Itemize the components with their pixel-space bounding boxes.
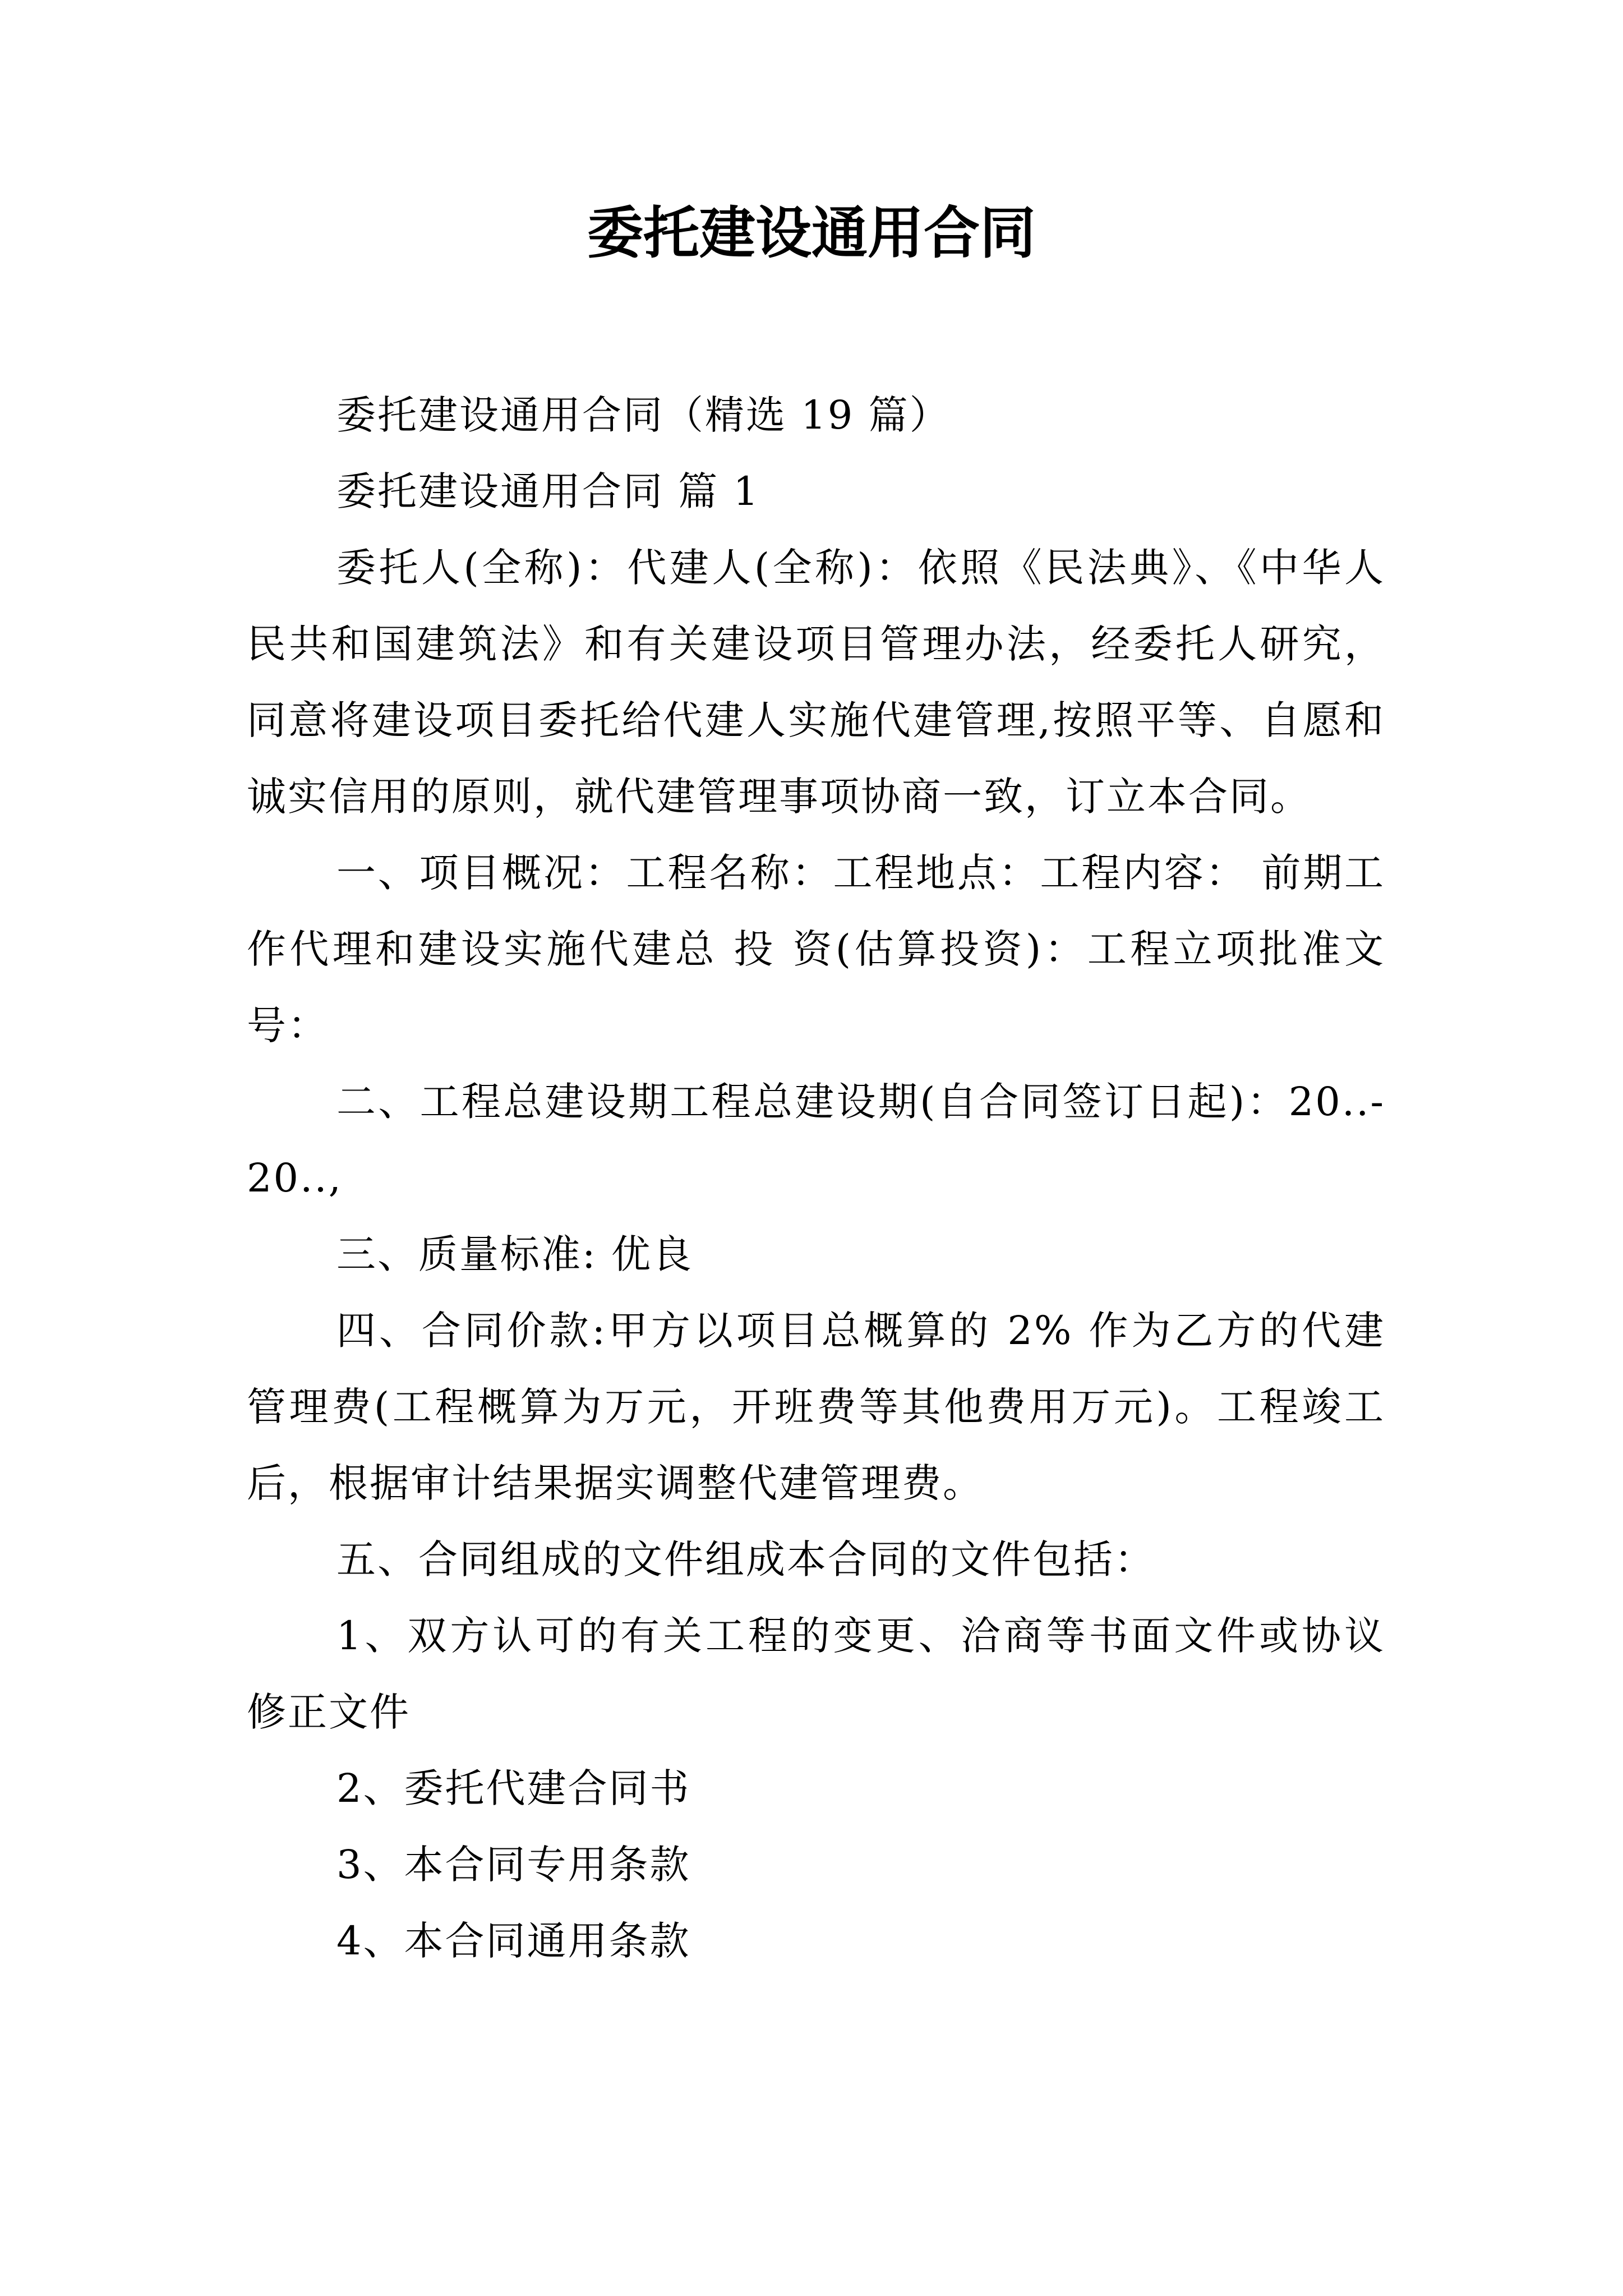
clause-contract-price: 四、合同价款:甲方以项目总概算的 2% 作为乙方的代建管理费(工程概算为万元，开班费等其他费用万元)。工程竣工后，根据审计结果据实调整代建管理费。 (247, 1308, 1385, 1506)
list-item: 3、本合同专用条款 (336, 1842, 691, 1888)
list-item: 2、委托代建合同书 (336, 1765, 691, 1811)
clause-contract-documents: 五、合同组成的文件组成本合同的文件包括： (336, 1536, 1155, 1582)
clause-quality-standard: 三、质量标准: 优良 (336, 1231, 693, 1277)
document-title: 委托建设通用合同 (587, 200, 1036, 266)
section-heading: 委托建设通用合同 篇 1 (336, 468, 760, 514)
subtitle-paragraph: 委托建设通用合同（精选 19 篇） (336, 392, 951, 438)
document-body (247, 377, 1385, 1979)
clause-construction-period: 二、工程总建设期工程总建设期(自合同签订日起)：20..-20.., (247, 1079, 1385, 1201)
clause-project-overview: 一、项目概况：工程名称：工程地点：工程内容： 前期工作代理和建设实施代建总 投 资(估算投资)：工程立项批准文号： (247, 850, 1385, 1048)
list-item: 1、双方认可的有关工程的变更、洽商等书面文件或协议修正文件 (247, 1613, 1385, 1735)
list-item: 4、本合同通用条款 (336, 1918, 691, 1964)
preamble-paragraph: 委托人(全称)：代建人(全称)：依照《民法典》、《中华人民共和国建筑法》和有关建设项目管理办法，经委托人研究，同意将建设项目委托给代建人实施代建管理,按照平等、自愿和诚实信用的原则，就代建管理事项协商一致，订立本合同。 (247, 545, 1385, 820)
